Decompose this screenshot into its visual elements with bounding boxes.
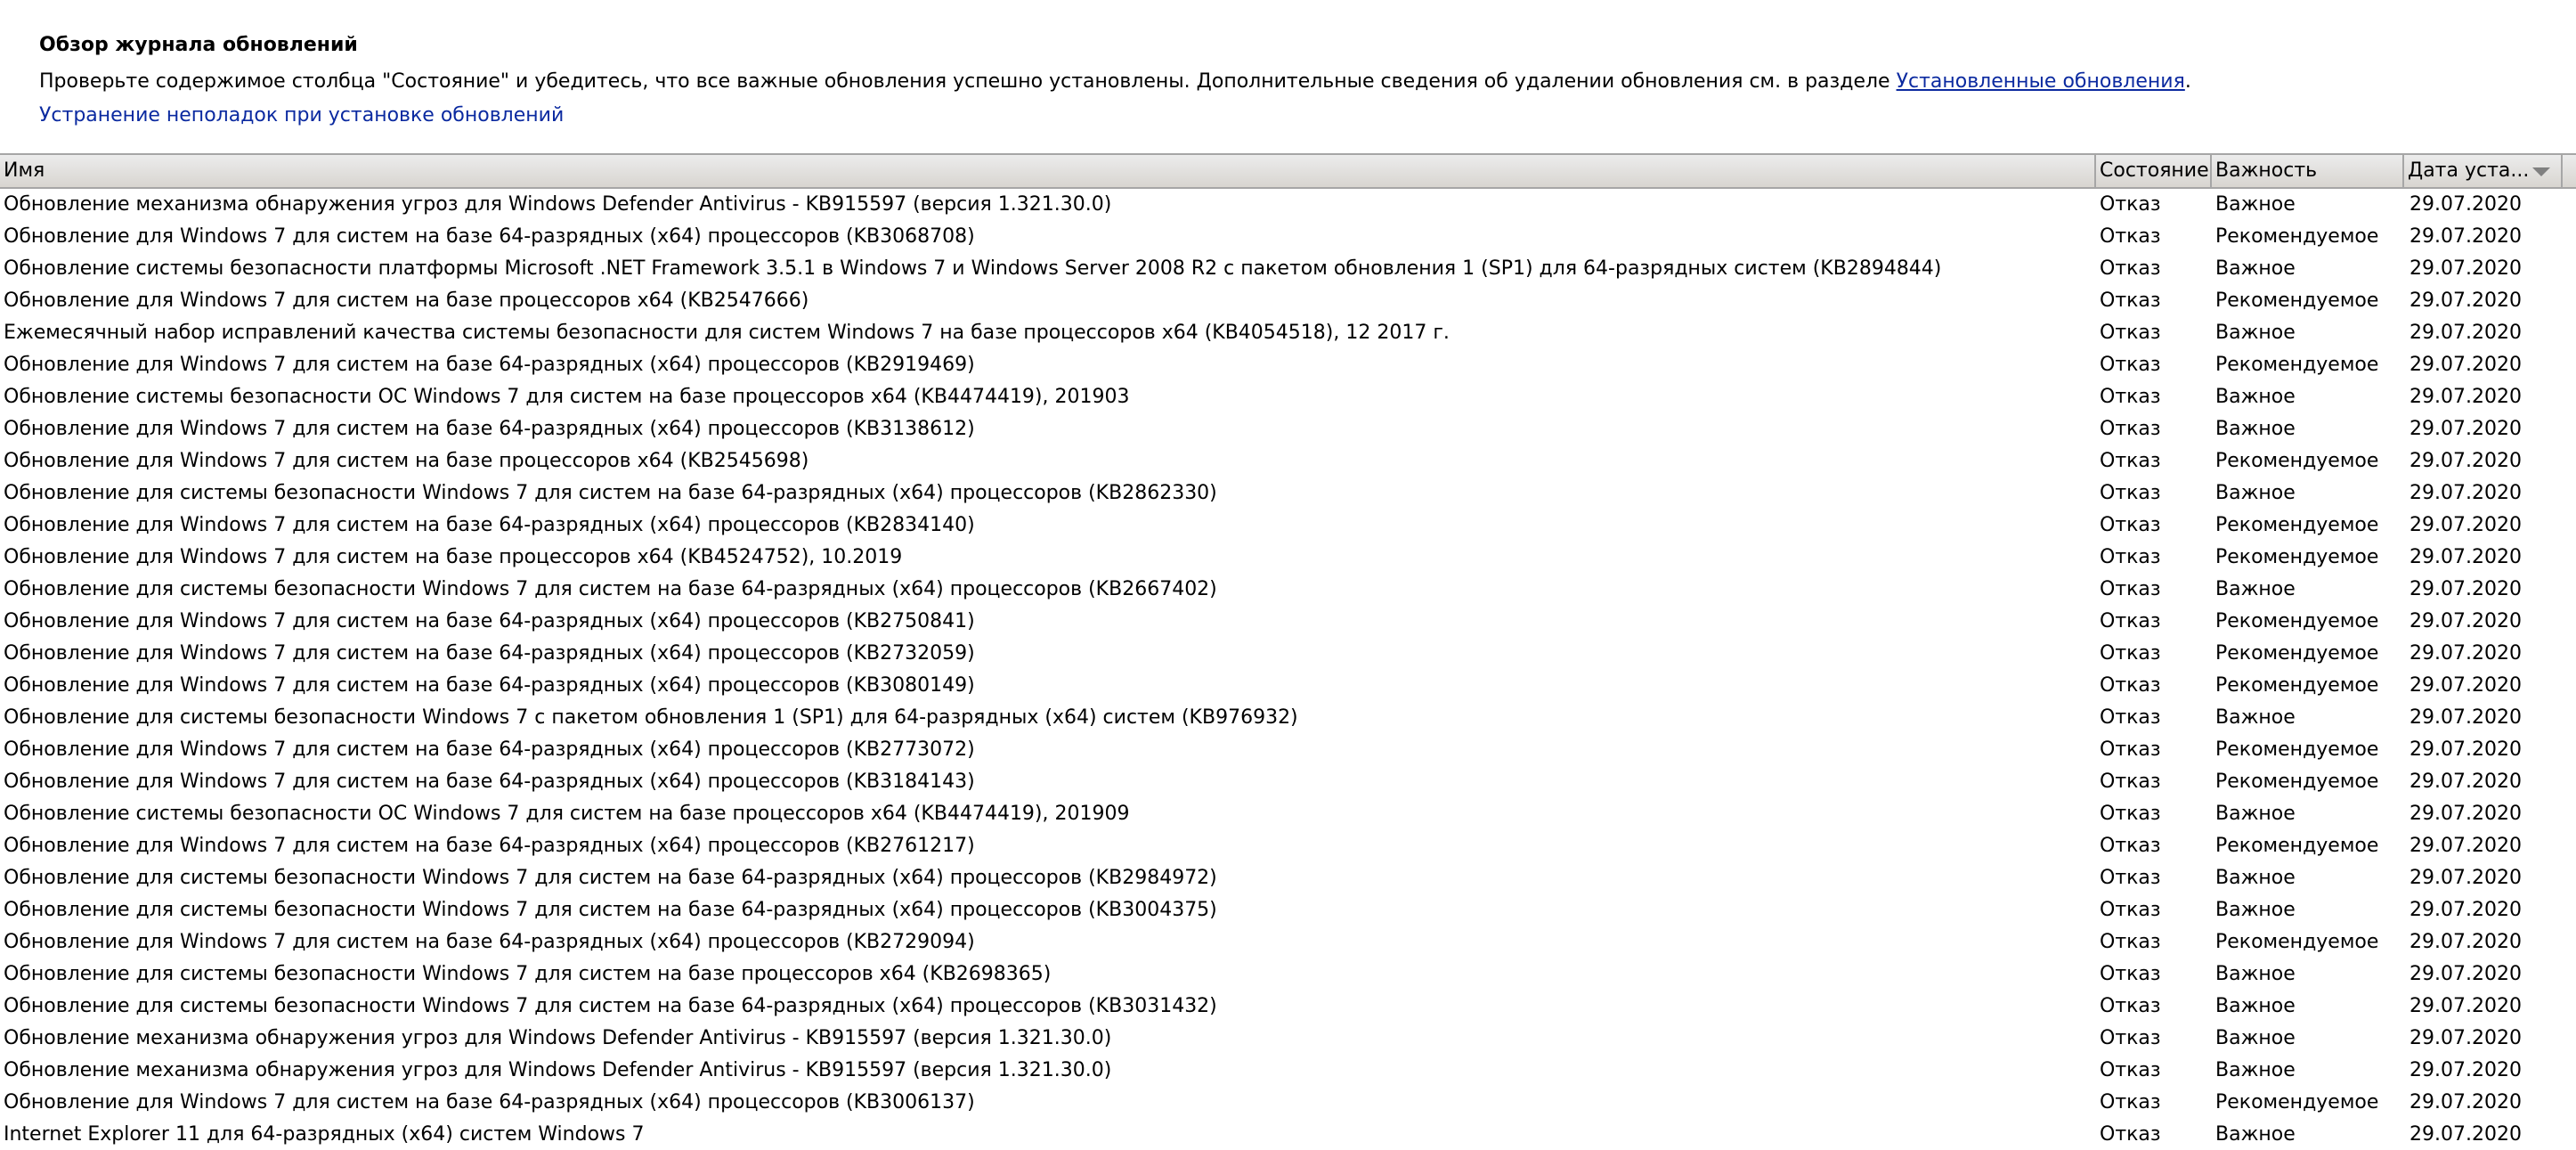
update-name-cell: Ежемесячный набор исправлений качества системы безопасности для систем Windows 7 на базе процессоров x64 (KB4054518), 12 2017 г. — [4, 322, 1450, 344]
importance-cell: Рекомендуемое — [2215, 674, 2379, 697]
install-date-cell: 29.07.2020 — [2409, 738, 2522, 761]
importance-cell: Важное — [2215, 995, 2296, 1017]
status-cell: Отказ — [2100, 322, 2161, 344]
status-cell: Отказ — [2100, 963, 2161, 985]
importance-cell: Важное — [2215, 578, 2296, 600]
status-cell: Отказ — [2100, 738, 2161, 761]
importance-cell: Рекомендуемое — [2215, 225, 2379, 248]
importance-cell: Важное — [2215, 1027, 2296, 1049]
importance-cell: Рекомендуемое — [2215, 610, 2379, 632]
table-rows — [0, 189, 2576, 1150]
status-cell: Отказ — [2100, 418, 2161, 440]
status-cell: Отказ — [2100, 803, 2161, 825]
importance-cell: Важное — [2215, 803, 2296, 825]
install-date-cell: 29.07.2020 — [2409, 225, 2522, 248]
install-date-cell: 29.07.2020 — [2409, 771, 2522, 793]
importance-cell: Важное — [2215, 322, 2296, 344]
update-name-cell: Обновление системы безопасности ОС Windows 7 для систем на базе процессоров x64 (KB4474419), 201909 — [4, 803, 1130, 825]
status-cell: Отказ — [2100, 1091, 2161, 1113]
status-cell: Отказ — [2100, 225, 2161, 248]
update-name-cell: Обновление механизма обнаружения угроз для Windows Defender Antivirus - KB915597 (версия 1.321.30.0) — [4, 193, 1112, 216]
importance-cell: Рекомендуемое — [2215, 642, 2379, 665]
column-header-date-label: Дата уста... — [2408, 159, 2530, 182]
importance-cell: Рекомендуемое — [2215, 771, 2379, 793]
description-text: Проверьте содержимое столбца "Состояние" и убедитесь, что все важные обновления успешно установлены. Дополнительные сведения об удалении обновления см. в разделе — [39, 70, 1897, 93]
install-date-cell: 29.07.2020 — [2409, 995, 2522, 1017]
status-cell: Отказ — [2100, 1123, 2161, 1146]
install-date-cell: 29.07.2020 — [2409, 835, 2522, 857]
importance-cell: Важное — [2215, 899, 2296, 921]
table-row[interactable] — [0, 798, 2576, 830]
update-name-cell: Обновление механизма обнаружения угроз для Windows Defender Antivirus - KB915597 (версия 1.321.30.0) — [4, 1027, 1112, 1049]
table-row[interactable] — [0, 670, 2576, 702]
table-row[interactable] — [0, 189, 2576, 221]
sort-descending-icon — [2532, 167, 2550, 176]
update-name-cell: Обновление системы безопасности ОС Windows 7 для систем на базе процессоров x64 (KB4474419), 201903 — [4, 386, 1130, 408]
install-date-cell: 29.07.2020 — [2409, 290, 2522, 312]
page-title: Обзор журнала обновлений — [39, 34, 358, 56]
importance-cell: Важное — [2215, 867, 2296, 889]
table-row[interactable] — [0, 574, 2576, 606]
table-row[interactable] — [0, 413, 2576, 445]
table-row[interactable] — [0, 349, 2576, 381]
update-name-cell: Обновление для Windows 7 для систем на базе 64-разрядных (x64) процессоров (KB2919469) — [4, 354, 975, 376]
table-row[interactable] — [0, 253, 2576, 285]
update-name-cell: Обновление для Windows 7 для систем на базе процессоров x64 (KB2547666) — [4, 290, 809, 312]
table-row[interactable] — [0, 638, 2576, 670]
install-date-cell: 29.07.2020 — [2409, 546, 2522, 568]
update-name-cell: Обновление для Windows 7 для систем на базе 64-разрядных (x64) процессоров (KB2761217) — [4, 835, 975, 857]
table-row[interactable] — [0, 510, 2576, 542]
update-name-cell: Обновление для системы безопасности Windows 7 для систем на базе 64-разрядных (x64) процессоров (KB2667402) — [4, 578, 1217, 600]
status-cell: Отказ — [2100, 995, 2161, 1017]
update-name-cell: Обновление для Windows 7 для систем на базе 64-разрядных (x64) процессоров (KB2729094) — [4, 931, 975, 953]
table-row[interactable] — [0, 1055, 2576, 1087]
table-row[interactable] — [0, 926, 2576, 958]
update-name-cell: Обновление для Windows 7 для систем на базе процессоров x64 (KB2545698) — [4, 450, 809, 472]
table-row[interactable] — [0, 894, 2576, 926]
install-date-cell: 29.07.2020 — [2409, 193, 2522, 216]
update-name-cell: Обновление для системы безопасности Windows 7 для систем на базе 64-разрядных (x64) процессоров (KB3031432) — [4, 995, 1217, 1017]
importance-cell: Рекомендуемое — [2215, 450, 2379, 472]
header-area — [0, 0, 2576, 153]
table-row[interactable] — [0, 317, 2576, 349]
table-row[interactable] — [0, 766, 2576, 798]
status-cell: Отказ — [2100, 867, 2161, 889]
installed-updates-link[interactable]: Установленные обновления — [1896, 70, 2185, 93]
install-date-cell: 29.07.2020 — [2409, 418, 2522, 440]
table-row[interactable] — [0, 1023, 2576, 1055]
table-row[interactable] — [0, 702, 2576, 734]
status-cell: Отказ — [2100, 931, 2161, 953]
status-cell: Отказ — [2100, 578, 2161, 600]
install-date-cell: 29.07.2020 — [2409, 1027, 2522, 1049]
status-cell: Отказ — [2100, 835, 2161, 857]
column-headers — [0, 153, 2576, 189]
install-date-cell: 29.07.2020 — [2409, 867, 2522, 889]
install-date-cell: 29.07.2020 — [2409, 1059, 2522, 1081]
update-name-cell: Обновление для системы безопасности Windows 7 для систем на базе 64-разрядных (x64) процессоров (KB2862330) — [4, 482, 1217, 504]
status-cell: Отказ — [2100, 706, 2161, 729]
column-header-status[interactable]: Состояние — [2096, 155, 2212, 187]
status-cell: Отказ — [2100, 674, 2161, 697]
update-name-cell: Обновление для системы безопасности Windows 7 для систем на базе 64-разрядных (x64) процессоров (KB3004375) — [4, 899, 1217, 921]
description — [39, 69, 2191, 95]
update-name-cell: Обновление для Windows 7 для систем на базе 64-разрядных (x64) процессоров (KB2834140) — [4, 514, 975, 536]
status-cell: Отказ — [2100, 354, 2161, 376]
importance-cell: Рекомендуемое — [2215, 738, 2379, 761]
table-row[interactable] — [0, 830, 2576, 862]
status-cell: Отказ — [2100, 290, 2161, 312]
status-cell: Отказ — [2100, 1059, 2161, 1081]
update-name-cell: Обновление для Windows 7 для систем на базе 64-разрядных (x64) процессоров (KB3068708) — [4, 225, 975, 248]
status-cell: Отказ — [2100, 450, 2161, 472]
update-name-cell: Обновление для Windows 7 для систем на базе 64-разрядных (x64) процессоров (KB3006137) — [4, 1091, 975, 1113]
importance-cell: Рекомендуемое — [2215, 931, 2379, 953]
status-cell: Отказ — [2100, 193, 2161, 216]
update-name-cell: Обновление механизма обнаружения угроз для Windows Defender Antivirus - KB915597 (версия 1.321.30.0) — [4, 1059, 1112, 1081]
update-name-cell: Обновление системы безопасности платформы Microsoft .NET Framework 3.5.1 в Windows 7 и Windows Server 2008 R2 с пакетом обновления 1 (SP1) для 64-разрядных систем (KB2894844) — [4, 257, 1942, 280]
importance-cell: Важное — [2215, 386, 2296, 408]
install-date-cell: 29.07.2020 — [2409, 322, 2522, 344]
status-cell: Отказ — [2100, 546, 2161, 568]
install-date-cell: 29.07.2020 — [2409, 1091, 2522, 1113]
install-date-cell: 29.07.2020 — [2409, 257, 2522, 280]
table-row[interactable] — [0, 285, 2576, 317]
install-date-cell: 29.07.2020 — [2409, 482, 2522, 504]
importance-cell: Важное — [2215, 1123, 2296, 1146]
importance-cell: Рекомендуемое — [2215, 514, 2379, 536]
install-date-cell: 29.07.2020 — [2409, 931, 2522, 953]
table-row[interactable] — [0, 734, 2576, 766]
description-end: . — [2184, 70, 2191, 93]
update-name-cell: Internet Explorer 11 для 64-разрядных (x64) систем Windows 7 — [4, 1123, 645, 1146]
importance-cell: Важное — [2215, 1059, 2296, 1081]
table-row[interactable] — [0, 542, 2576, 574]
table-row[interactable] — [0, 606, 2576, 638]
column-header-date[interactable] — [2404, 155, 2563, 187]
table-row[interactable] — [0, 381, 2576, 413]
install-date-cell: 29.07.2020 — [2409, 610, 2522, 632]
update-name-cell: Обновление для системы безопасности Windows 7 для систем на базе процессоров x64 (KB2698365) — [4, 963, 1052, 985]
install-date-cell: 29.07.2020 — [2409, 386, 2522, 408]
update-history-list[interactable] — [0, 153, 2576, 1150]
update-name-cell: Обновление для Windows 7 для систем на базе 64-разрядных (x64) процессоров (KB3184143) — [4, 771, 975, 793]
importance-cell: Важное — [2215, 963, 2296, 985]
install-date-cell: 29.07.2020 — [2409, 450, 2522, 472]
install-date-cell: 29.07.2020 — [2409, 803, 2522, 825]
table-row[interactable] — [0, 1087, 2576, 1119]
importance-cell: Важное — [2215, 482, 2296, 504]
install-date-cell: 29.07.2020 — [2409, 578, 2522, 600]
status-cell: Отказ — [2100, 257, 2161, 280]
status-cell: Отказ — [2100, 386, 2161, 408]
install-date-cell: 29.07.2020 — [2409, 514, 2522, 536]
importance-cell: Рекомендуемое — [2215, 354, 2379, 376]
install-date-cell: 29.07.2020 — [2409, 963, 2522, 985]
importance-cell: Важное — [2215, 257, 2296, 280]
update-name-cell: Обновление для Windows 7 для систем на базе 64-разрядных (x64) процессоров (KB3080149) — [4, 674, 975, 697]
table-row[interactable] — [0, 958, 2576, 991]
install-date-cell: 29.07.2020 — [2409, 1123, 2522, 1146]
status-cell: Отказ — [2100, 771, 2161, 793]
status-cell: Отказ — [2100, 610, 2161, 632]
importance-cell: Рекомендуемое — [2215, 290, 2379, 312]
update-name-cell: Обновление для Windows 7 для систем на базе 64-разрядных (x64) процессоров (KB3138612) — [4, 418, 975, 440]
column-header-name[interactable]: Имя — [0, 155, 2096, 187]
importance-cell: Важное — [2215, 193, 2296, 216]
update-name-cell: Обновление для Windows 7 для систем на базе 64-разрядных (x64) процессоров (KB2750841) — [4, 610, 975, 632]
status-cell: Отказ — [2100, 642, 2161, 665]
status-cell: Отказ — [2100, 899, 2161, 921]
table-row[interactable] — [0, 477, 2576, 510]
table-row[interactable] — [0, 445, 2576, 477]
update-name-cell: Обновление для Windows 7 для систем на базе процессоров x64 (KB4524752), 10.2019 — [4, 546, 903, 568]
status-cell: Отказ — [2100, 1027, 2161, 1049]
install-date-cell: 29.07.2020 — [2409, 642, 2522, 665]
update-name-cell: Обновление для системы безопасности Windows 7 для систем на базе 64-разрядных (x64) процессоров (KB2984972) — [4, 867, 1217, 889]
column-header-importance[interactable]: Важность — [2212, 155, 2404, 187]
importance-cell: Важное — [2215, 706, 2296, 729]
table-row[interactable] — [0, 1119, 2576, 1150]
importance-cell: Важное — [2215, 418, 2296, 440]
table-row[interactable] — [0, 221, 2576, 253]
status-cell: Отказ — [2100, 514, 2161, 536]
importance-cell: Рекомендуемое — [2215, 835, 2379, 857]
install-date-cell: 29.07.2020 — [2409, 674, 2522, 697]
table-row[interactable] — [0, 991, 2576, 1023]
update-name-cell: Обновление для Windows 7 для систем на базе 64-разрядных (x64) процессоров (KB2732059) — [4, 642, 975, 665]
install-date-cell: 29.07.2020 — [2409, 899, 2522, 921]
importance-cell: Рекомендуемое — [2215, 546, 2379, 568]
status-cell: Отказ — [2100, 482, 2161, 504]
table-row[interactable] — [0, 862, 2576, 894]
install-date-cell: 29.07.2020 — [2409, 706, 2522, 729]
install-date-cell: 29.07.2020 — [2409, 354, 2522, 376]
update-name-cell: Обновление для Windows 7 для систем на базе 64-разрядных (x64) процессоров (KB2773072) — [4, 738, 975, 761]
update-name-cell: Обновление для системы безопасности Windows 7 с пакетом обновления 1 (SP1) для 64-разрядных (x64) систем (KB976932) — [4, 706, 1298, 729]
importance-cell: Рекомендуемое — [2215, 1091, 2379, 1113]
troubleshoot-link[interactable]: Устранение неполадок при установке обновлений — [39, 104, 565, 126]
